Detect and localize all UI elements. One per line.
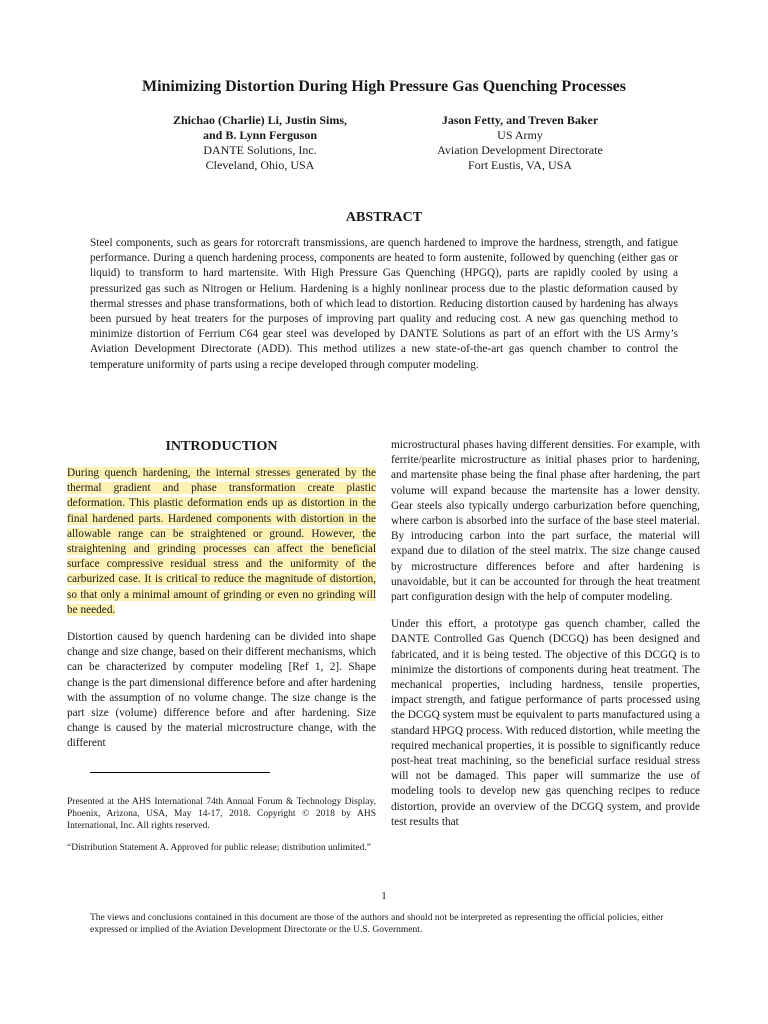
footnote-distribution: “Distribution Statement A. Approved for public release; distribution unlimited.”: [67, 843, 371, 853]
author-organization: DANTE Solutions, Inc.: [203, 143, 317, 157]
abstract-heading: ABSTRACT: [345, 210, 423, 225]
author-location: Cleveland, Ohio, USA: [205, 158, 315, 172]
intro-paragraph-4: Under this effort, a prototype gas quench chamber, called the DANTE Controlled Gas Quench (DCGQ) has been designed and fabricated, and it is being tested. The objective of this DCGQ is to minimize the distortions of components during heat treatment. The mechanical properties, including hardness, tensile properties, impact strength, and fatigue performance of parts processed using the DCGQ system must be equivalent to parts manufactured using a standard HPGQ process. With reduced distortion, while meeting the required mechanical properties, it is possible to significantly reduce post-heat treat machining, so the beneficial surface residual stress will not be damaged. This paper will summarize the use of modeling tools to develop new gas quenching recipes to reduce distortion, provide an overview of the DCGQ system, and provide test results that: [391, 618, 700, 828]
left-column: [67, 438, 376, 764]
author-location: Fort Eustis, VA, USA: [468, 158, 572, 172]
intro-paragraph-2: Distortion caused by quench hardening can be divided into shape change and size change, based on their different mechanisms, which can be characterized by computer modeling [Ref 1, 2]. Shape change is the part dimensional difference before and after hardening with the assumption of no volume change. The size change is the part size (volume) difference before and after hardening. Size change is caused by the material microstructure change, with the different: [67, 631, 376, 750]
author-names-line-1: Zhichao (Charlie) Li, Justin Sims,: [172, 113, 348, 127]
paper-title: Minimizing Distortion During High Pressure Gas Quenching Processes: [141, 78, 626, 95]
author-organization: US Army: [497, 128, 543, 142]
author-names-line-2: and B. Lynn Ferguson: [202, 128, 318, 142]
footnote-presented: Presented at the AHS International 74th Annual Forum & Technology Display, Phoenix, Arizona, USA, May 14-17, 2018. Copyright © 2018 by AHS International, Inc. All rights reserved.: [67, 797, 376, 831]
footnote-divider: [90, 772, 270, 773]
right-column: [391, 438, 700, 842]
author-division: Aviation Development Directorate: [437, 143, 603, 157]
intro-paragraph-1: [67, 466, 376, 618]
highlighted-text[interactable]: During quench hardening, the internal stresses generated by the thermal gradient and phase transformation create plastic deformation. This plastic deformation ends up as distortion in the final hardened parts. Hardened components with distortion in the allowable range can be straightened or ground. However, the straightening and grinding processes can affect the beneficial surface compressive residual stress and the uniformity of the carburized case. It is critical to reduce the magnitude of distortion, so that only a minimal amount of grinding or even no grinding will be needed.: [67, 467, 376, 616]
author-block-dante: [160, 113, 360, 173]
author-block-army: [410, 113, 630, 173]
intro-paragraph-3: microstructural phases having different densities. For example, with ferrite/pearlite microstructure as initial phases prior to hardening, and martensite phase being the final phase after hardening, the part volume will expand because the martensite has a lower density. Gear steels also typically undergo carburization before quenching, where carbon is absorbed into the surface of the base steel material. By introducing carbon into the part surface, the material will expand due to dilation of the steel matrix. The size change caused by microstructure differences before and after hardening is unavoidable, but it can be accounted for through the heat treatment part configuration design with the help of computer modeling.: [391, 439, 700, 604]
author-names: Jason Fetty, and Treven Baker: [441, 113, 599, 127]
abstract-body: Steel components, such as gears for rotorcraft transmissions, are quench hardened to improve the hardness, strength, and fatigue performance. During a quench hardening process, components are heated to form austenite, followed by quenching (either gas or liquid) to transform to hard martensite. With High Pressure Gas Quenching (HPGQ), parts are rapidly cooled by using a pressurized gas such as Nitrogen or Helium. Hardening is a highly nonlinear process due to the plastic deformation caused by thermal stresses and phase transformations, both of which lead to distortion. Reducing distortion caused by hardening has always been pursued by heat treaters for the purposes of improving part quality and reducing cost. A new gas quenching method to minimize distortion of Ferrium C64 gear steel was developed by DANTE Solutions as part of an effort with the US Army’s Aviation Development Directorate (ADD). This method utilizes a new state-of-the-art gas quench chamber to control the temperature uniformity of parts using a recipe developed through computer modeling.: [90, 237, 678, 371]
page-number: 1: [381, 890, 387, 902]
introduction-heading: INTRODUCTION: [165, 439, 278, 454]
disclaimer-text: The views and conclusions contained in this document are those of the authors and should not be interpreted as representing the official policies, either expressed or implied of the Aviation Development Directorate or the U.S. Government.: [90, 913, 664, 935]
